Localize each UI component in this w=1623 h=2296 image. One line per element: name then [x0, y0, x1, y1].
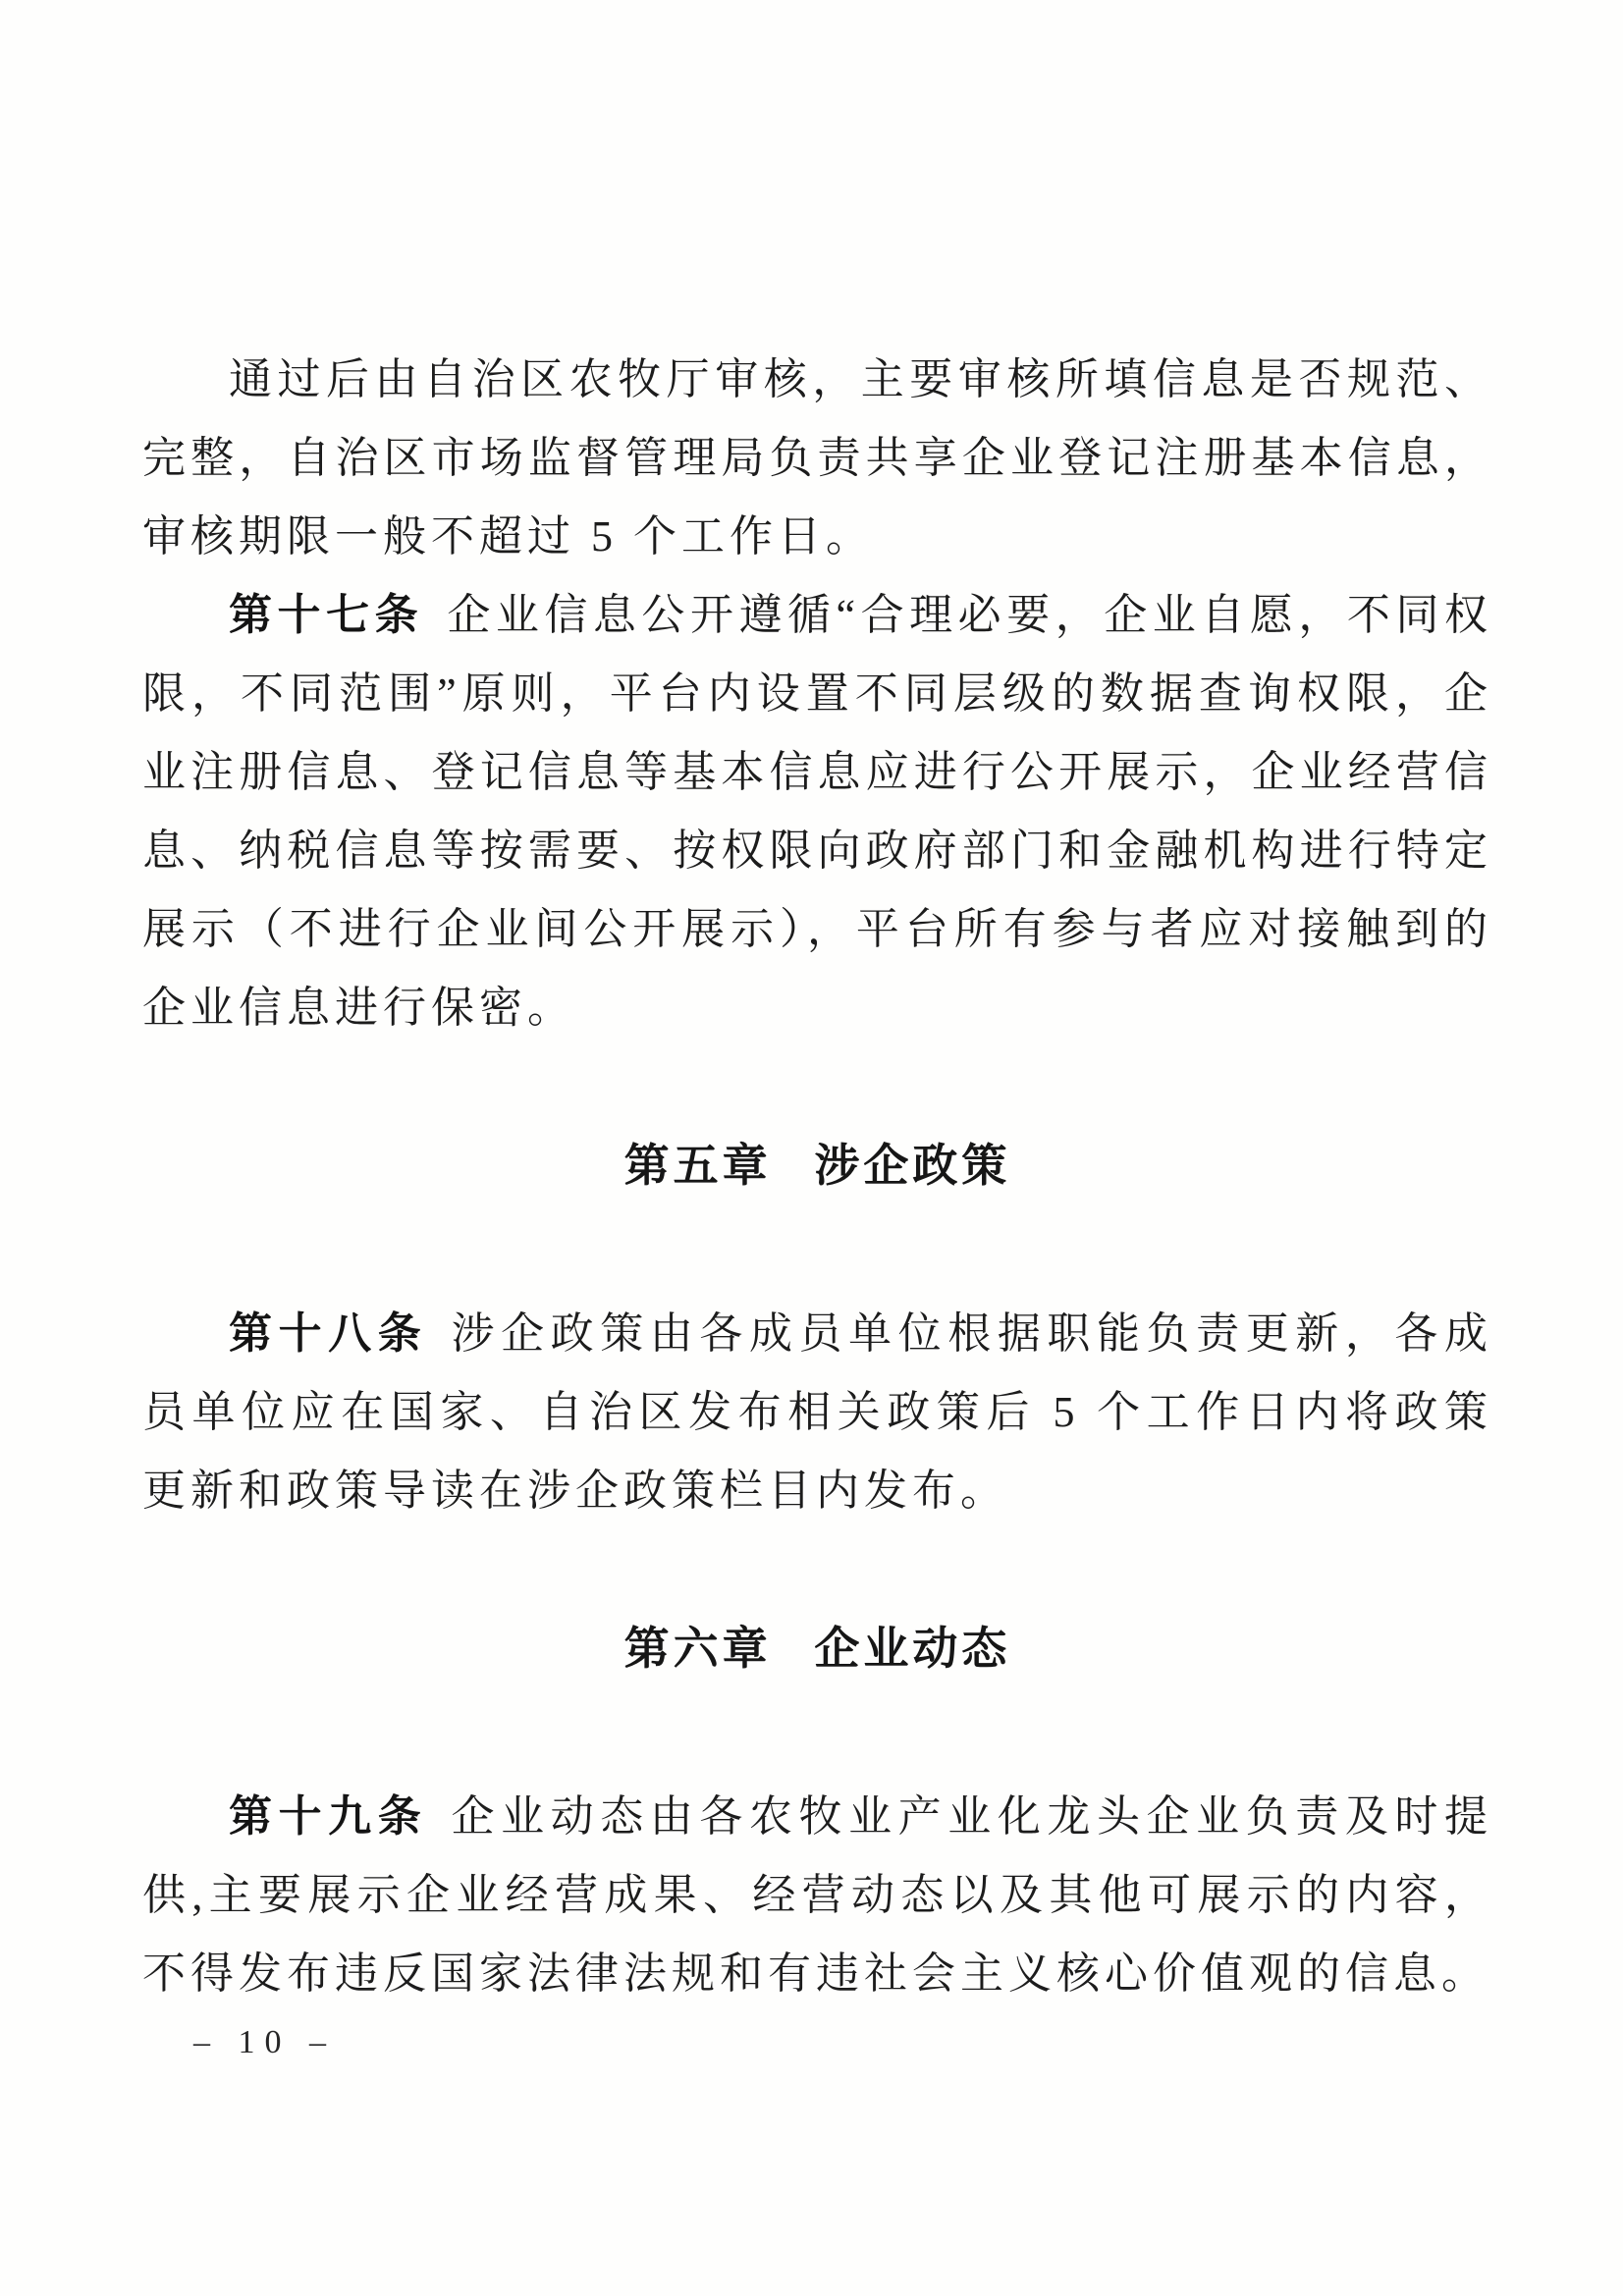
- article-19-text: 企业动态由各农牧业产业化龙头企业负责及时提供,主要展示企业经营成果、经营动态以及其他可展示的内容，不得发布违反国家法律法规和有违社会主义核心价值观的信息。: [142, 1792, 1493, 1998]
- page-number: – 10 –: [193, 2024, 336, 2060]
- chapter-6-title: 企业动态: [814, 1623, 1011, 1674]
- chapter-5-heading: [142, 1126, 1492, 1204]
- article-17-label: 第十七条: [229, 591, 424, 639]
- article-17-paragraph: [142, 576, 1492, 1047]
- article-19-paragraph: [142, 1778, 1492, 2013]
- article-19-label: 第十九条: [229, 1792, 428, 1841]
- chapter-5-title: 涉企政策: [814, 1140, 1011, 1191]
- intro-paragraph: [142, 341, 1492, 576]
- article-18-text: 涉企政策由各成员单位根据职能负责更新，各成员单位应在国家、自治区发布相关政策后 5 个工作日内将政策更新和政策导读在涉企政策栏目内发布。: [142, 1309, 1493, 1515]
- intro-paragraph-text: 通过后由自治区农牧厅审核，主要审核所填信息是否规范、完整，自治区市场监督管理局负责共享企业登记注册基本信息，审核期限一般不超过 5 个工作日。: [142, 355, 1492, 561]
- chapter-5-number: 第五章: [623, 1140, 772, 1191]
- article-17-text: 企业信息公开遵循“合理必要，企业自愿，不同权限，不同范围”原则，平台内设置不同层级的数据查询权限，企业注册信息、登记信息等基本信息应进行公开展示，企业经营信息、纳税信息等按需要、按权限向政府部门和金融机构进行特定展示（不进行企业间公开展示），平台所有参与者应对接触到的企业信息进行保密。: [142, 591, 1492, 1032]
- article-18-paragraph: [142, 1295, 1492, 1530]
- chapter-6-heading: [142, 1609, 1492, 1687]
- article-18-label: 第十八条: [229, 1309, 428, 1358]
- chapter-6-number: 第六章: [623, 1623, 772, 1674]
